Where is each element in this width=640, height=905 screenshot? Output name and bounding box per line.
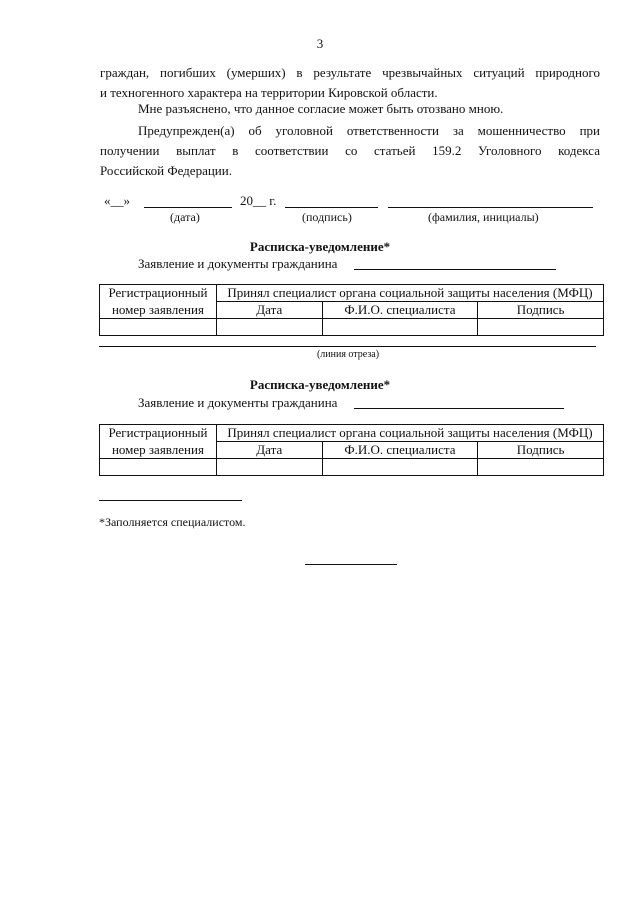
receipt-statement-2	[138, 395, 337, 411]
receipt-table-2	[99, 424, 604, 476]
date-cell[interactable]	[216, 319, 322, 336]
reg-header-bottom: номер заявления	[100, 442, 217, 459]
sign-cell[interactable]	[478, 459, 604, 476]
date-year-prefix: 20__ г.	[240, 193, 277, 208]
statement-text: Заявление и документы гражданина	[138, 256, 338, 271]
date-caption: (дата)	[170, 210, 200, 224]
page-number: 3	[316, 36, 324, 51]
specialist-name-cell[interactable]	[322, 459, 478, 476]
reg-header-top: Регистрационный	[100, 425, 217, 442]
signature-line[interactable]	[285, 207, 378, 208]
citizen-name-line-1[interactable]	[354, 269, 556, 270]
receipt-statement-1	[138, 256, 337, 272]
warning-line-2: получении выплат в соответствии со статьей 159.2 Уголовного кодекса	[100, 143, 600, 158]
date-month-line[interactable]	[144, 207, 232, 208]
statement-text: Заявление и документы гражданина	[138, 395, 338, 410]
specialist-name-header: Ф.И.О. специалиста	[322, 442, 478, 459]
warning-line-1: Предупрежден(а) об уголовной ответственности за мошенничество при	[138, 123, 600, 138]
warning-line-3: Российской Федерации.	[100, 163, 232, 178]
footnote-separator	[99, 500, 242, 501]
reg-number-cell[interactable]	[100, 459, 217, 476]
cut-line-label: (линия отреза)	[316, 349, 380, 360]
reg-number-cell[interactable]	[100, 319, 217, 336]
receipt-title-2: Расписка-уведомление*	[249, 377, 391, 392]
date-header: Дата	[216, 302, 322, 319]
specialist-name-header: Ф.И.О. специалиста	[322, 302, 478, 319]
revocable-note: Мне разъяснено, что данное согласие может быть отозвано мною.	[138, 101, 504, 116]
date-cell[interactable]	[216, 459, 322, 476]
footnote: *Заполняется специалистом.	[99, 515, 246, 529]
date-header: Дата	[216, 442, 322, 459]
sign-header: Подпись	[478, 442, 604, 459]
consent-line-1: граждан, погибших (умерших) в результате чрезвычайных ситуаций природного	[100, 65, 600, 80]
consent-paragraph	[100, 63, 600, 103]
accepted-header: Принял специалист органа социальной защиты населения (МФЦ)	[216, 425, 603, 442]
specialist-name-cell[interactable]	[322, 319, 478, 336]
name-line[interactable]	[388, 207, 593, 208]
receipt-title-1: Расписка-уведомление*	[249, 239, 391, 254]
signature-caption: (подпись)	[302, 210, 352, 224]
consent-line-2: и техногенного характера на территории Кировской области.	[100, 85, 438, 100]
date-day-prefix: «__»	[104, 193, 130, 208]
sign-header: Подпись	[478, 302, 604, 319]
sign-cell[interactable]	[478, 319, 604, 336]
end-of-document-line	[305, 564, 397, 565]
accepted-header: Принял специалист органа социальной защиты населения (МФЦ)	[216, 285, 603, 302]
cut-line	[99, 346, 596, 347]
citizen-name-line-2[interactable]	[354, 408, 564, 409]
reg-header-top: Регистрационный	[100, 285, 217, 302]
name-caption: (фамилия, инициалы)	[428, 210, 539, 224]
receipt-table-1	[99, 284, 604, 336]
liability-warning	[100, 121, 600, 181]
reg-header-bottom: номер заявления	[100, 302, 217, 319]
